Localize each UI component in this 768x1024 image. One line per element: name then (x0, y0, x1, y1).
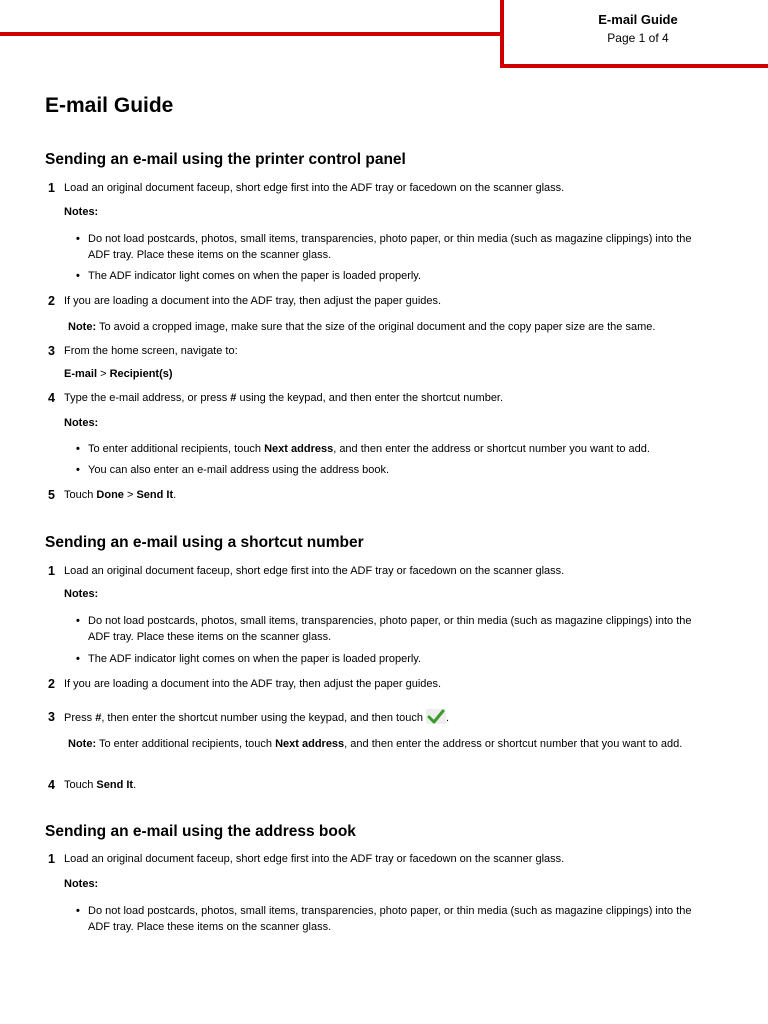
bullet-icon: • (76, 905, 80, 917)
bullet-icon: • (76, 270, 80, 282)
list-item: • The ADF indicator light comes on when the paper is loaded properly. (76, 270, 422, 282)
bullet-icon: • (76, 653, 80, 665)
step-4: 4 Type the e-mail address, or press # using the keypad, and then enter the shortcut number. (48, 391, 504, 405)
list-item: • Do not load postcards, photos, small items, transparencies, photo paper, or thin media (such as magazine clippings) into the ADF tray. Place these items on the scanner glass. (76, 905, 692, 933)
step-5: 5 Touch Done > Send It. (48, 488, 177, 502)
bullet-icon: • (76, 443, 80, 455)
step-text: Load an original document faceup, short edge first into the ADF tray or facedown on the scanner glass. (64, 565, 565, 577)
step-2: 2 If you are loading a document into the ADF tray, then adjust the paper guides. (48, 676, 738, 692)
step-text: From the home screen, navigate to: (64, 345, 238, 357)
bullet-icon: • (76, 615, 80, 627)
step-text: If you are loading a document into the ADF tray, then adjust the paper guides. (64, 295, 442, 307)
step-1: 1 Load an original document faceup, short edge first into the ADF tray or facedown on the scanner glass. (48, 851, 738, 867)
step-text: Load an original document faceup, short edge first into the ADF tray or facedown on the scanner glass. (64, 853, 565, 865)
bullet-icon: • (76, 233, 80, 245)
bullet-icon: • (76, 464, 80, 476)
section-heading-address-book: Sending an e-mail using the address book (45, 823, 356, 840)
step-text: If you are loading a document into the ADF tray, then adjust the paper guides. (64, 678, 442, 690)
section-heading-control-panel: Sending an e-mail using the printer control panel (45, 151, 406, 168)
notes-label: Notes: (64, 878, 99, 890)
notes-label: Notes: (64, 417, 99, 429)
header-rule (0, 32, 502, 36)
step-1: 1 Load an original document faceup, short edge first into the ADF tray or facedown on the scanner glass. (48, 563, 738, 579)
notes-label: Notes: (64, 588, 99, 600)
checkmark-icon (426, 709, 446, 724)
list-item: • Do not load postcards, photos, small items, transparencies, photo paper, or thin media (such as magazine clippings) into the ADF tray. Place these items on the scanner glass. (76, 615, 692, 643)
document-title: E-mail Guide (45, 94, 174, 117)
list-item: • The ADF indicator light comes on when the paper is loaded properly. (76, 653, 422, 665)
step-note: Note: To enter additional recipients, touch Next address, and then enter the address or shortcut number that you want to add. (68, 738, 683, 750)
step-text: Load an original document faceup, short edge first into the ADF tray or facedown on the scanner glass. (64, 182, 565, 194)
menu-path: E-mail > Recipient(s) (64, 368, 173, 380)
list-item: • To enter additional recipients, touch Next address, and then enter the address or shortcut number you want to add. (76, 443, 650, 455)
page-number: Page 1 of 4 (607, 31, 669, 45)
step-1: 1 Load an original document faceup, short edge first into the ADF tray or facedown on the scanner glass. (48, 180, 738, 196)
step-3: 3 From the home screen, navigate to: (48, 343, 738, 359)
step-3: 3 Press #, then enter the shortcut number using the keypad, and then touch . (48, 710, 450, 724)
page-header (500, 0, 768, 68)
list-item: • Do not load postcards, photos, small items, transparencies, photo paper, or thin media (such as magazine clippings) into the ADF tray. Place these items on the scanner glass. (76, 233, 692, 261)
section-heading-shortcut: Sending an e-mail using a shortcut number (45, 534, 364, 551)
list-item: • You can also enter an e-mail address using the address book. (76, 464, 390, 476)
header-title: E-mail Guide (598, 12, 678, 27)
step-2: 2 If you are loading a document into the ADF tray, then adjust the paper guides. (48, 293, 738, 309)
step-4: 4 Touch Send It. (48, 778, 137, 792)
step-note: Note: To avoid a cropped image, make sure that the size of the original document and the copy paper size are the same. (68, 321, 656, 333)
notes-label: Notes: (64, 206, 99, 218)
